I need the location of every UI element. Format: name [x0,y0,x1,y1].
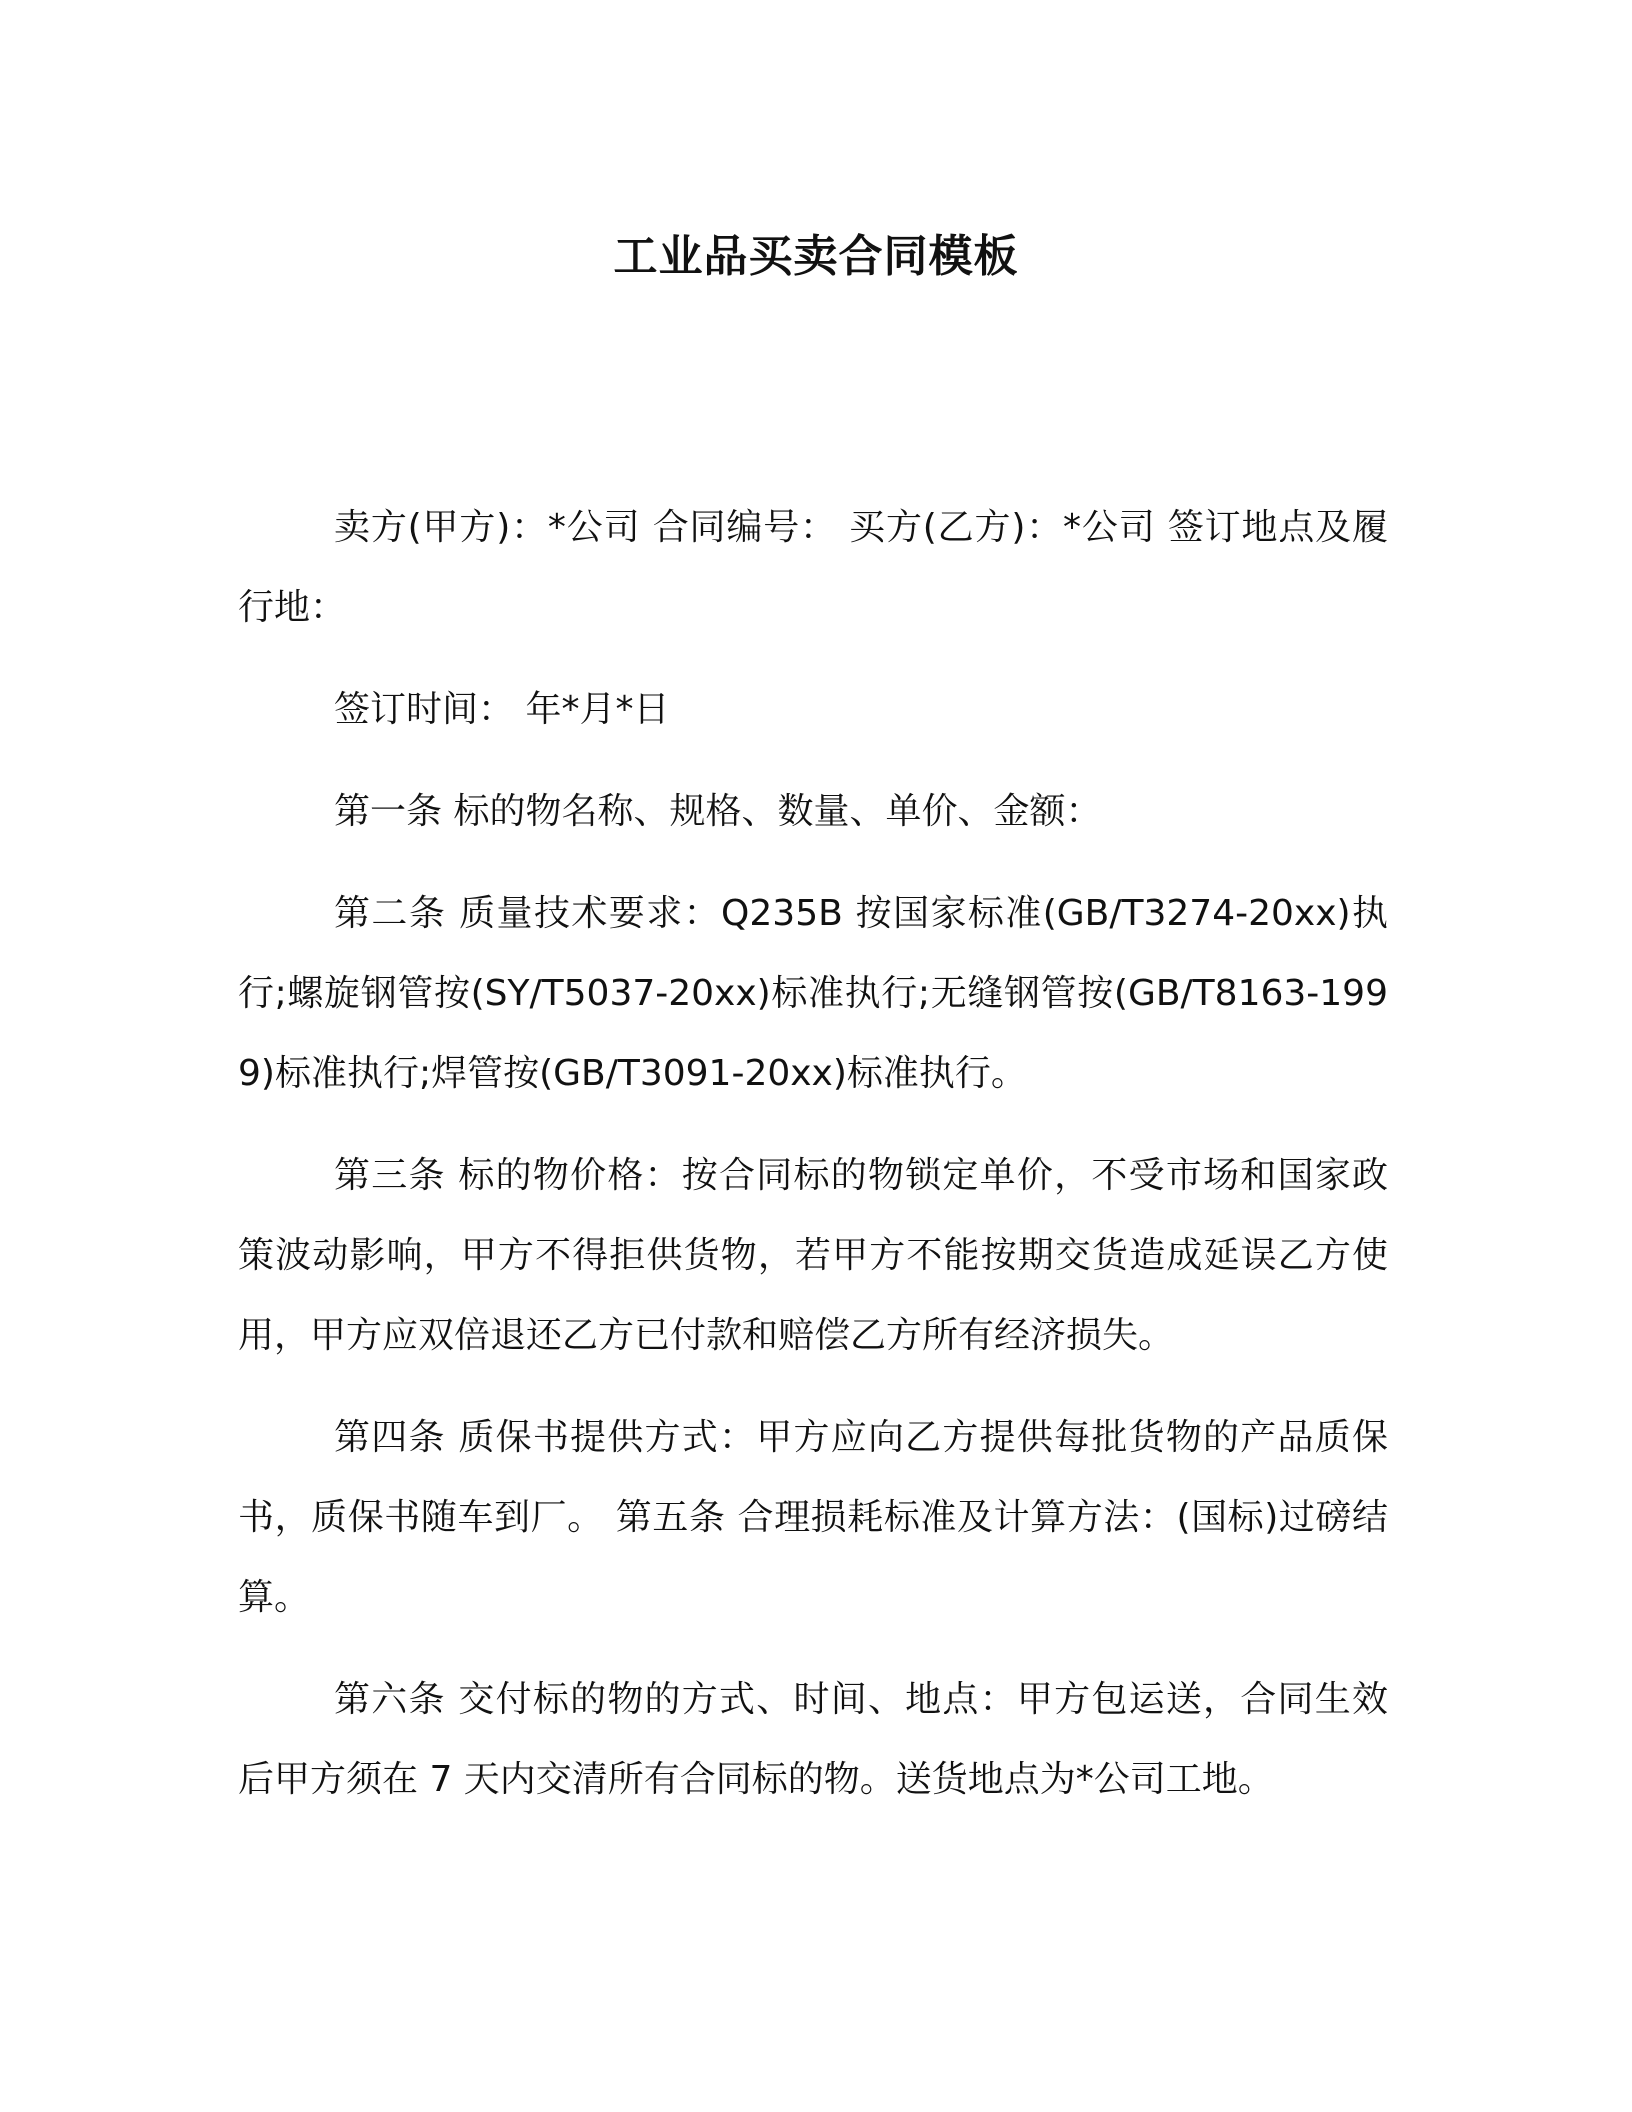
document-body [238,488,1388,1842]
article-4-5-paragraph: 第四条 质保书提供方式：甲方应向乙方提供每批货物的产品质保书，质保书随车到厂。 第五条 合理损耗标准及计算方法：(国标)过磅结算。 [238,1417,1388,1618]
article-6-paragraph: 第六条 交付标的物的方式、时间、地点：甲方包运送，合同生效后甲方须在 7 天内交清所有合同标的物。送货地点为*公司工地。 [238,1679,1388,1800]
article-2-paragraph: 第二条 质量技术要求：Q235B 按国家标准(GB/T3274-20xx)执行;螺旋钢管按(SY/T5037-20xx)标准执行;无缝钢管按(GB/T8163-1999)标准执行;焊管按(GB/T3091-20xx)标准执行。 [238,893,1388,1094]
signing-date-paragraph: 签订时间： 年*月*日 [334,689,670,730]
article-3-paragraph: 第三条 标的物价格：按合同标的物锁定单价，不受市场和国家政策波动影响，甲方不得拒供货物，若甲方不能按期交货造成延误乙方使用，甲方应双倍退还乙方已付款和赔偿乙方所有经济损失。 [238,1155,1388,1356]
document-title: 工业品买卖合同模板 [613,231,1019,282]
article-1-paragraph: 第一条 标的物名称、规格、数量、单价、金额： [334,791,1102,832]
party-info-paragraph: 卖方(甲方)：*公司 合同编号： 买方(乙方)：*公司 签订地点及履行地： [238,507,1388,628]
